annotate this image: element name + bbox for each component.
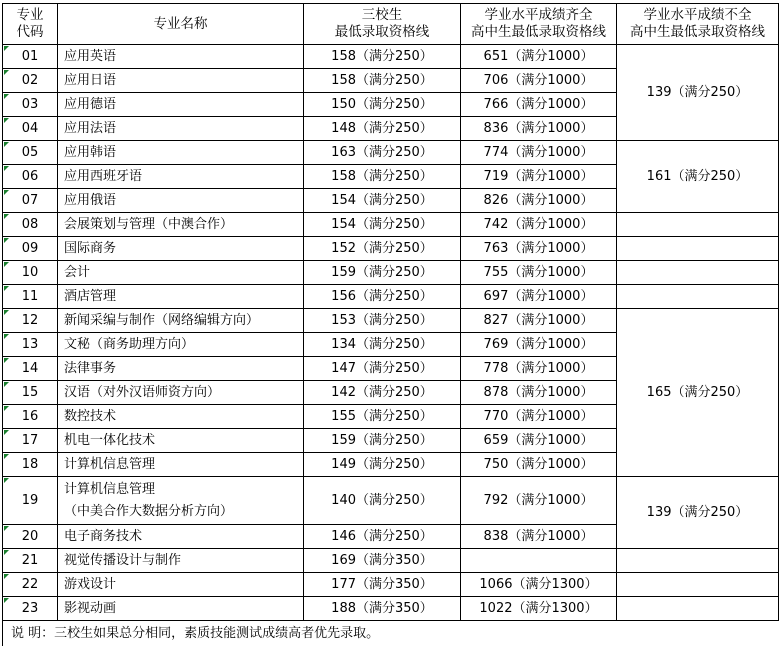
cell-code[interactable]: 10 (3, 261, 58, 285)
table-row (3, 597, 779, 621)
cell-code[interactable]: 19 (3, 477, 58, 525)
cell-partial-score[interactable] (617, 597, 779, 621)
header-sanxiao-line2: 最低录取资格线 (334, 24, 430, 40)
cell-code[interactable]: 20 (3, 525, 58, 549)
cell-sanxiao-score[interactable]: 158（满分250） (304, 45, 461, 69)
cell-name[interactable]: 应用韩语 (58, 141, 304, 165)
cell-code[interactable]: 18 (3, 453, 58, 477)
header-partial[interactable] (617, 4, 779, 45)
header-code-line2: 代码 (16, 24, 44, 40)
cell-full-score[interactable]: 755（满分1000） (461, 261, 617, 285)
cell-sanxiao-score[interactable]: 188（满分350） (304, 597, 461, 621)
cell-partial-score[interactable]: 161（满分250） (617, 141, 779, 213)
cell-code[interactable]: 07 (3, 189, 58, 213)
cell-sanxiao-score[interactable]: 154（满分250） (304, 189, 461, 213)
table-row (3, 285, 779, 309)
cell-full-score[interactable]: 766（满分1000） (461, 93, 617, 117)
cell-full-score[interactable]: 742（满分1000） (461, 213, 617, 237)
cell-full-score[interactable]: 651（满分1000） (461, 45, 617, 69)
cell-code[interactable]: 14 (3, 357, 58, 381)
cell-partial-score[interactable]: 165（满分250） (617, 309, 779, 477)
table-row (3, 549, 779, 573)
cell-full-score[interactable] (461, 549, 617, 573)
cell-sanxiao-score[interactable]: 158（满分250） (304, 165, 461, 189)
cell-name[interactable]: 影视动画 (58, 597, 304, 621)
cell-partial-score[interactable] (617, 573, 779, 597)
table-row (3, 45, 779, 69)
cell-full-score[interactable]: 836（满分1000） (461, 117, 617, 141)
header-full-line2: 高中生最低录取资格线 (471, 24, 606, 40)
header-sanxiao[interactable] (304, 4, 461, 45)
header-sanxiao-line1: 三校生 (361, 7, 403, 23)
cell-sanxiao-score[interactable]: 146（满分250） (304, 525, 461, 549)
cell-full-score[interactable]: 838（满分1000） (461, 525, 617, 549)
cell-sanxiao-score[interactable]: 159（满分250） (304, 261, 461, 285)
cell-name[interactable]: 文秘（商务助理方向） (58, 333, 304, 357)
cell-sanxiao-score[interactable]: 152（满分250） (304, 237, 461, 261)
cell-code[interactable]: 03 (3, 93, 58, 117)
cell-code[interactable]: 12 (3, 309, 58, 333)
cell-name[interactable]: 会计 (58, 261, 304, 285)
cell-sanxiao-score[interactable]: 150（满分250） (304, 93, 461, 117)
cell-sanxiao-score[interactable]: 159（满分250） (304, 429, 461, 453)
cell-sanxiao-score[interactable]: 155（满分250） (304, 405, 461, 429)
cell-sanxiao-score[interactable]: 149（满分250） (304, 453, 461, 477)
cell-name[interactable]: 应用德语 (58, 93, 304, 117)
cell-code[interactable]: 16 (3, 405, 58, 429)
cell-name[interactable]: 电子商务技术 (58, 525, 304, 549)
cell-partial-score[interactable] (617, 237, 779, 261)
cell-full-score[interactable]: 769（满分1000） (461, 333, 617, 357)
cell-name[interactable]: 应用日语 (58, 69, 304, 93)
header-partial-line1: 学业水平成绩不全 (643, 7, 752, 23)
cell-sanxiao-score[interactable]: 148（满分250） (304, 117, 461, 141)
cell-full-score[interactable]: 774（满分1000） (461, 141, 617, 165)
cell-name[interactable]: 酒店管理 (58, 285, 304, 309)
table-row (3, 141, 779, 165)
cell-code[interactable]: 06 (3, 165, 58, 189)
cell-sanxiao-score[interactable]: 177（满分350） (304, 573, 461, 597)
note-text[interactable]: 说 明：三校生如果总分相同，素质技能测试成绩高者优先录取。 (3, 621, 779, 647)
cell-sanxiao-score[interactable]: 134（满分250） (304, 333, 461, 357)
table-row (3, 477, 779, 525)
cell-name[interactable]: 应用俄语 (58, 189, 304, 213)
cell-code[interactable]: 17 (3, 429, 58, 453)
cell-sanxiao-score[interactable]: 158（满分250） (304, 69, 461, 93)
header-full[interactable] (461, 4, 617, 45)
admission-score-table (2, 3, 779, 646)
header-name[interactable] (58, 4, 304, 45)
cell-full-score[interactable]: 878（满分1000） (461, 381, 617, 405)
cell-name[interactable]: 新闻采编与制作（网络编辑方向） (58, 309, 304, 333)
cell-name[interactable]: 计算机信息管理 (58, 453, 304, 477)
header-row (3, 4, 779, 45)
cell-sanxiao-score[interactable]: 169（满分350） (304, 549, 461, 573)
cell-name[interactable]: 机电一体化技术 (58, 429, 304, 453)
cell-full-score[interactable]: 719（满分1000） (461, 165, 617, 189)
cell-sanxiao-score[interactable]: 154（满分250） (304, 213, 461, 237)
cell-partial-score[interactable] (617, 213, 779, 237)
cell-partial-score[interactable]: 139（满分250） (617, 477, 779, 549)
cell-full-score[interactable]: 706（满分1000） (461, 69, 617, 93)
table-row (3, 309, 779, 333)
cell-code[interactable]: 23 (3, 597, 58, 621)
cell-name[interactable]: 国际商务 (58, 237, 304, 261)
cell-code[interactable]: 15 (3, 381, 58, 405)
cell-name-line1: 计算机信息管理 (64, 481, 156, 497)
cell-sanxiao-score[interactable]: 156（满分250） (304, 285, 461, 309)
cell-code[interactable]: 05 (3, 141, 58, 165)
cell-partial-score[interactable] (617, 549, 779, 573)
cell-full-score[interactable]: 697（满分1000） (461, 285, 617, 309)
cell-full-score[interactable]: 778（满分1000） (461, 357, 617, 381)
cell-name[interactable] (58, 477, 304, 525)
cell-code[interactable]: 02 (3, 69, 58, 93)
cell-name[interactable]: 应用英语 (58, 45, 304, 69)
cell-code[interactable]: 09 (3, 237, 58, 261)
cell-sanxiao-score[interactable]: 142（满分250） (304, 381, 461, 405)
header-full-line1: 学业水平成绩齐全 (484, 7, 593, 23)
cell-sanxiao-score[interactable]: 163（满分250） (304, 141, 461, 165)
cell-full-score[interactable]: 792（满分1000） (461, 477, 617, 525)
cell-partial-score[interactable] (617, 285, 779, 309)
table-row (3, 261, 779, 285)
cell-code[interactable]: 21 (3, 549, 58, 573)
cell-code[interactable]: 13 (3, 333, 58, 357)
cell-code[interactable]: 08 (3, 213, 58, 237)
header-code-line1: 专业 (16, 7, 44, 23)
table-row (3, 573, 779, 597)
cell-name[interactable]: 游戏设计 (58, 573, 304, 597)
cell-name[interactable]: 会展策划与管理（中澳合作） (58, 213, 304, 237)
cell-sanxiao-score[interactable]: 140（满分250） (304, 477, 461, 525)
cell-partial-score[interactable] (617, 261, 779, 285)
cell-full-score[interactable]: 770（满分1000） (461, 405, 617, 429)
cell-sanxiao-score[interactable]: 147（满分250） (304, 357, 461, 381)
cell-code[interactable]: 04 (3, 117, 58, 141)
header-partial-line2: 高中生最低录取资格线 (630, 24, 765, 40)
cell-name[interactable]: 应用西班牙语 (58, 165, 304, 189)
cell-full-score[interactable]: 659（满分1000） (461, 429, 617, 453)
cell-full-score[interactable]: 750（满分1000） (461, 453, 617, 477)
cell-full-score[interactable]: 826（满分1000） (461, 189, 617, 213)
cell-code[interactable]: 01 (3, 45, 58, 69)
cell-full-score[interactable]: 763（满分1000） (461, 237, 617, 261)
note-row (3, 621, 779, 647)
header-code[interactable] (3, 4, 58, 45)
cell-partial-score[interactable]: 139（满分250） (617, 45, 779, 141)
cell-full-score[interactable]: 1022（满分1300） (461, 597, 617, 621)
cell-full-score[interactable]: 1066（满分1300） (461, 573, 617, 597)
cell-name[interactable]: 应用法语 (58, 117, 304, 141)
cell-name[interactable]: 视觉传播设计与制作 (58, 549, 304, 573)
cell-name[interactable]: 汉语（对外汉语师资方向） (58, 381, 304, 405)
cell-name[interactable]: 数控技术 (58, 405, 304, 429)
table-row (3, 213, 779, 237)
header-name-label: 专业名称 (153, 15, 208, 32)
cell-name[interactable]: 法律事务 (58, 357, 304, 381)
table-row (3, 237, 779, 261)
cell-name-line2: （中美合作大数据分析方向） (64, 503, 234, 519)
cell-code[interactable]: 22 (3, 573, 58, 597)
cell-full-score[interactable]: 827（满分1000） (461, 309, 617, 333)
cell-sanxiao-score[interactable]: 153（满分250） (304, 309, 461, 333)
cell-code[interactable]: 11 (3, 285, 58, 309)
